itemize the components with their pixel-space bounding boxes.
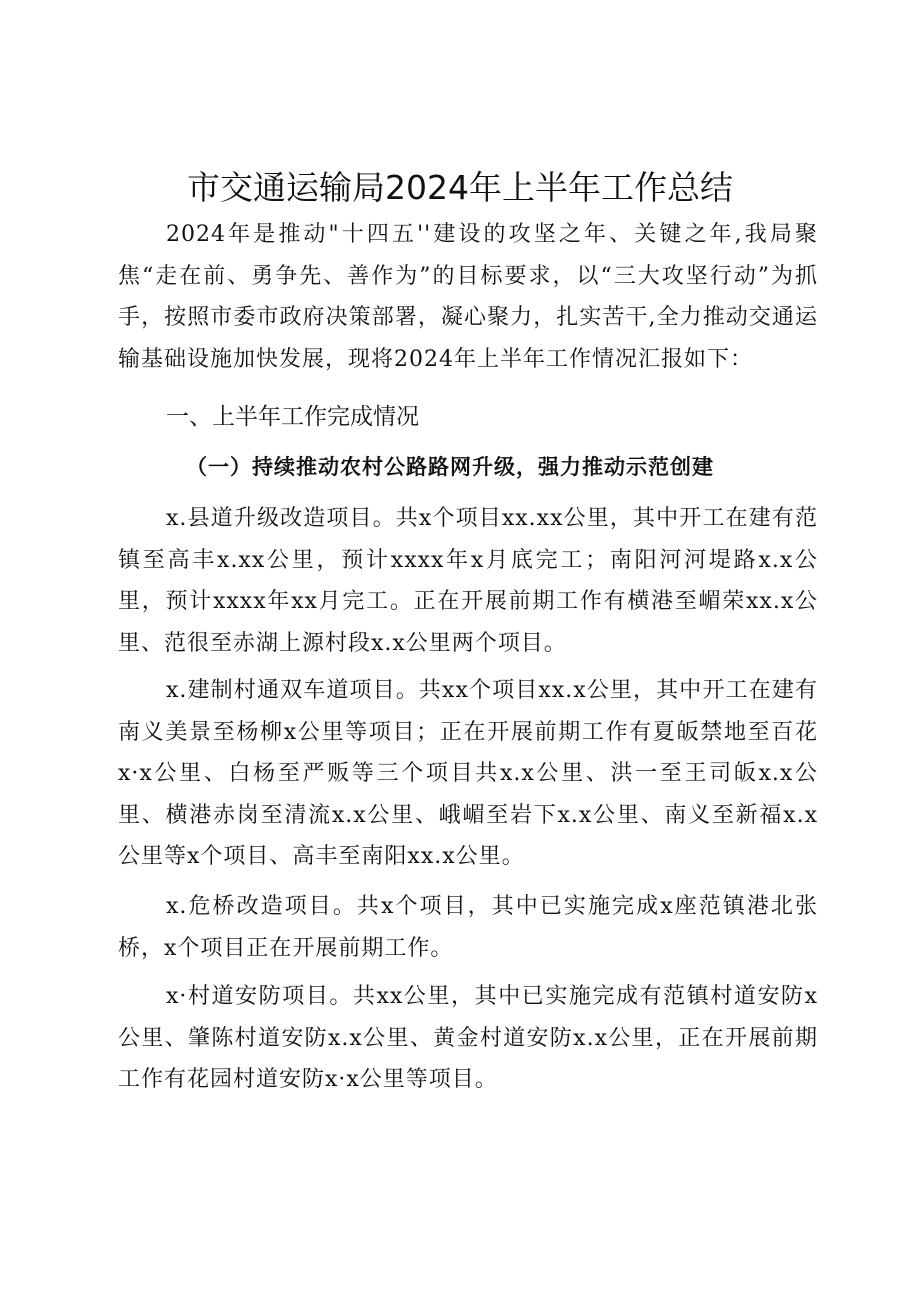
intro-paragraph: 2024年是推动"十四五''建设的攻坚之年、关键之年,我局聚焦“走在前、勇争先、善作为”的目标要求，以“三大攻坚行动”为抓手，按照市委市政府决策部署，凝心聚力，扎实苦干,全力推动交通运输基础设施加快发展，现将2024年上半年工作情况汇报如下：	[118, 222, 818, 372]
paragraph-county-road: x.县道升级改造项目。共x个项目xx.xx公里，其中开工在建有范镇至高丰x.xx公里，预计xxxx年x月底完工；南阳河河堤路x.x公里，预计xxxx年xx月完工。正在开展前期工作有横港至嵋荣xx.x公里、范很至赤湖上源村段x.x公里两个项目。	[118, 506, 818, 656]
paragraph-village-double-lane: x.建制村通双车道项目。共xx个项目xx.x公里，其中开工在建有南义美景至杨柳x公里等项目；正在开展前期工作有夏皈禁地至百花x·x公里、白杨至严贩等三个项目共x.x公里、洪一至王司皈x.x公里、横港赤岗至清流x.x公里、峨嵋至岩下x.x公里、南义至新福x.x公里等x个项目、高丰至南阳xx.x公里。	[118, 678, 818, 869]
subsection-heading: （一）持续推动农村公路路网升级，强力推动示范创建	[186, 454, 714, 479]
section-heading: 一、上半年工作完成情况	[166, 404, 419, 430]
paragraph-village-road-safety: x·村道安防项目。共xx公里，其中已实施完成有范镇村道安防x公里、肇陈村道安防x.x公里、黄金村道安防x.x公里，正在开展前期工作有花园村道安防x·x公里等项目。	[118, 984, 818, 1092]
document-title: 市交通运输局2024年上半年工作总结	[187, 168, 733, 207]
paragraph-bridge-renovation: x.危桥改造项目。共x个项目，其中已实施完成x座范镇港北张桥，x个项目正在开展前期工作。	[118, 894, 818, 961]
